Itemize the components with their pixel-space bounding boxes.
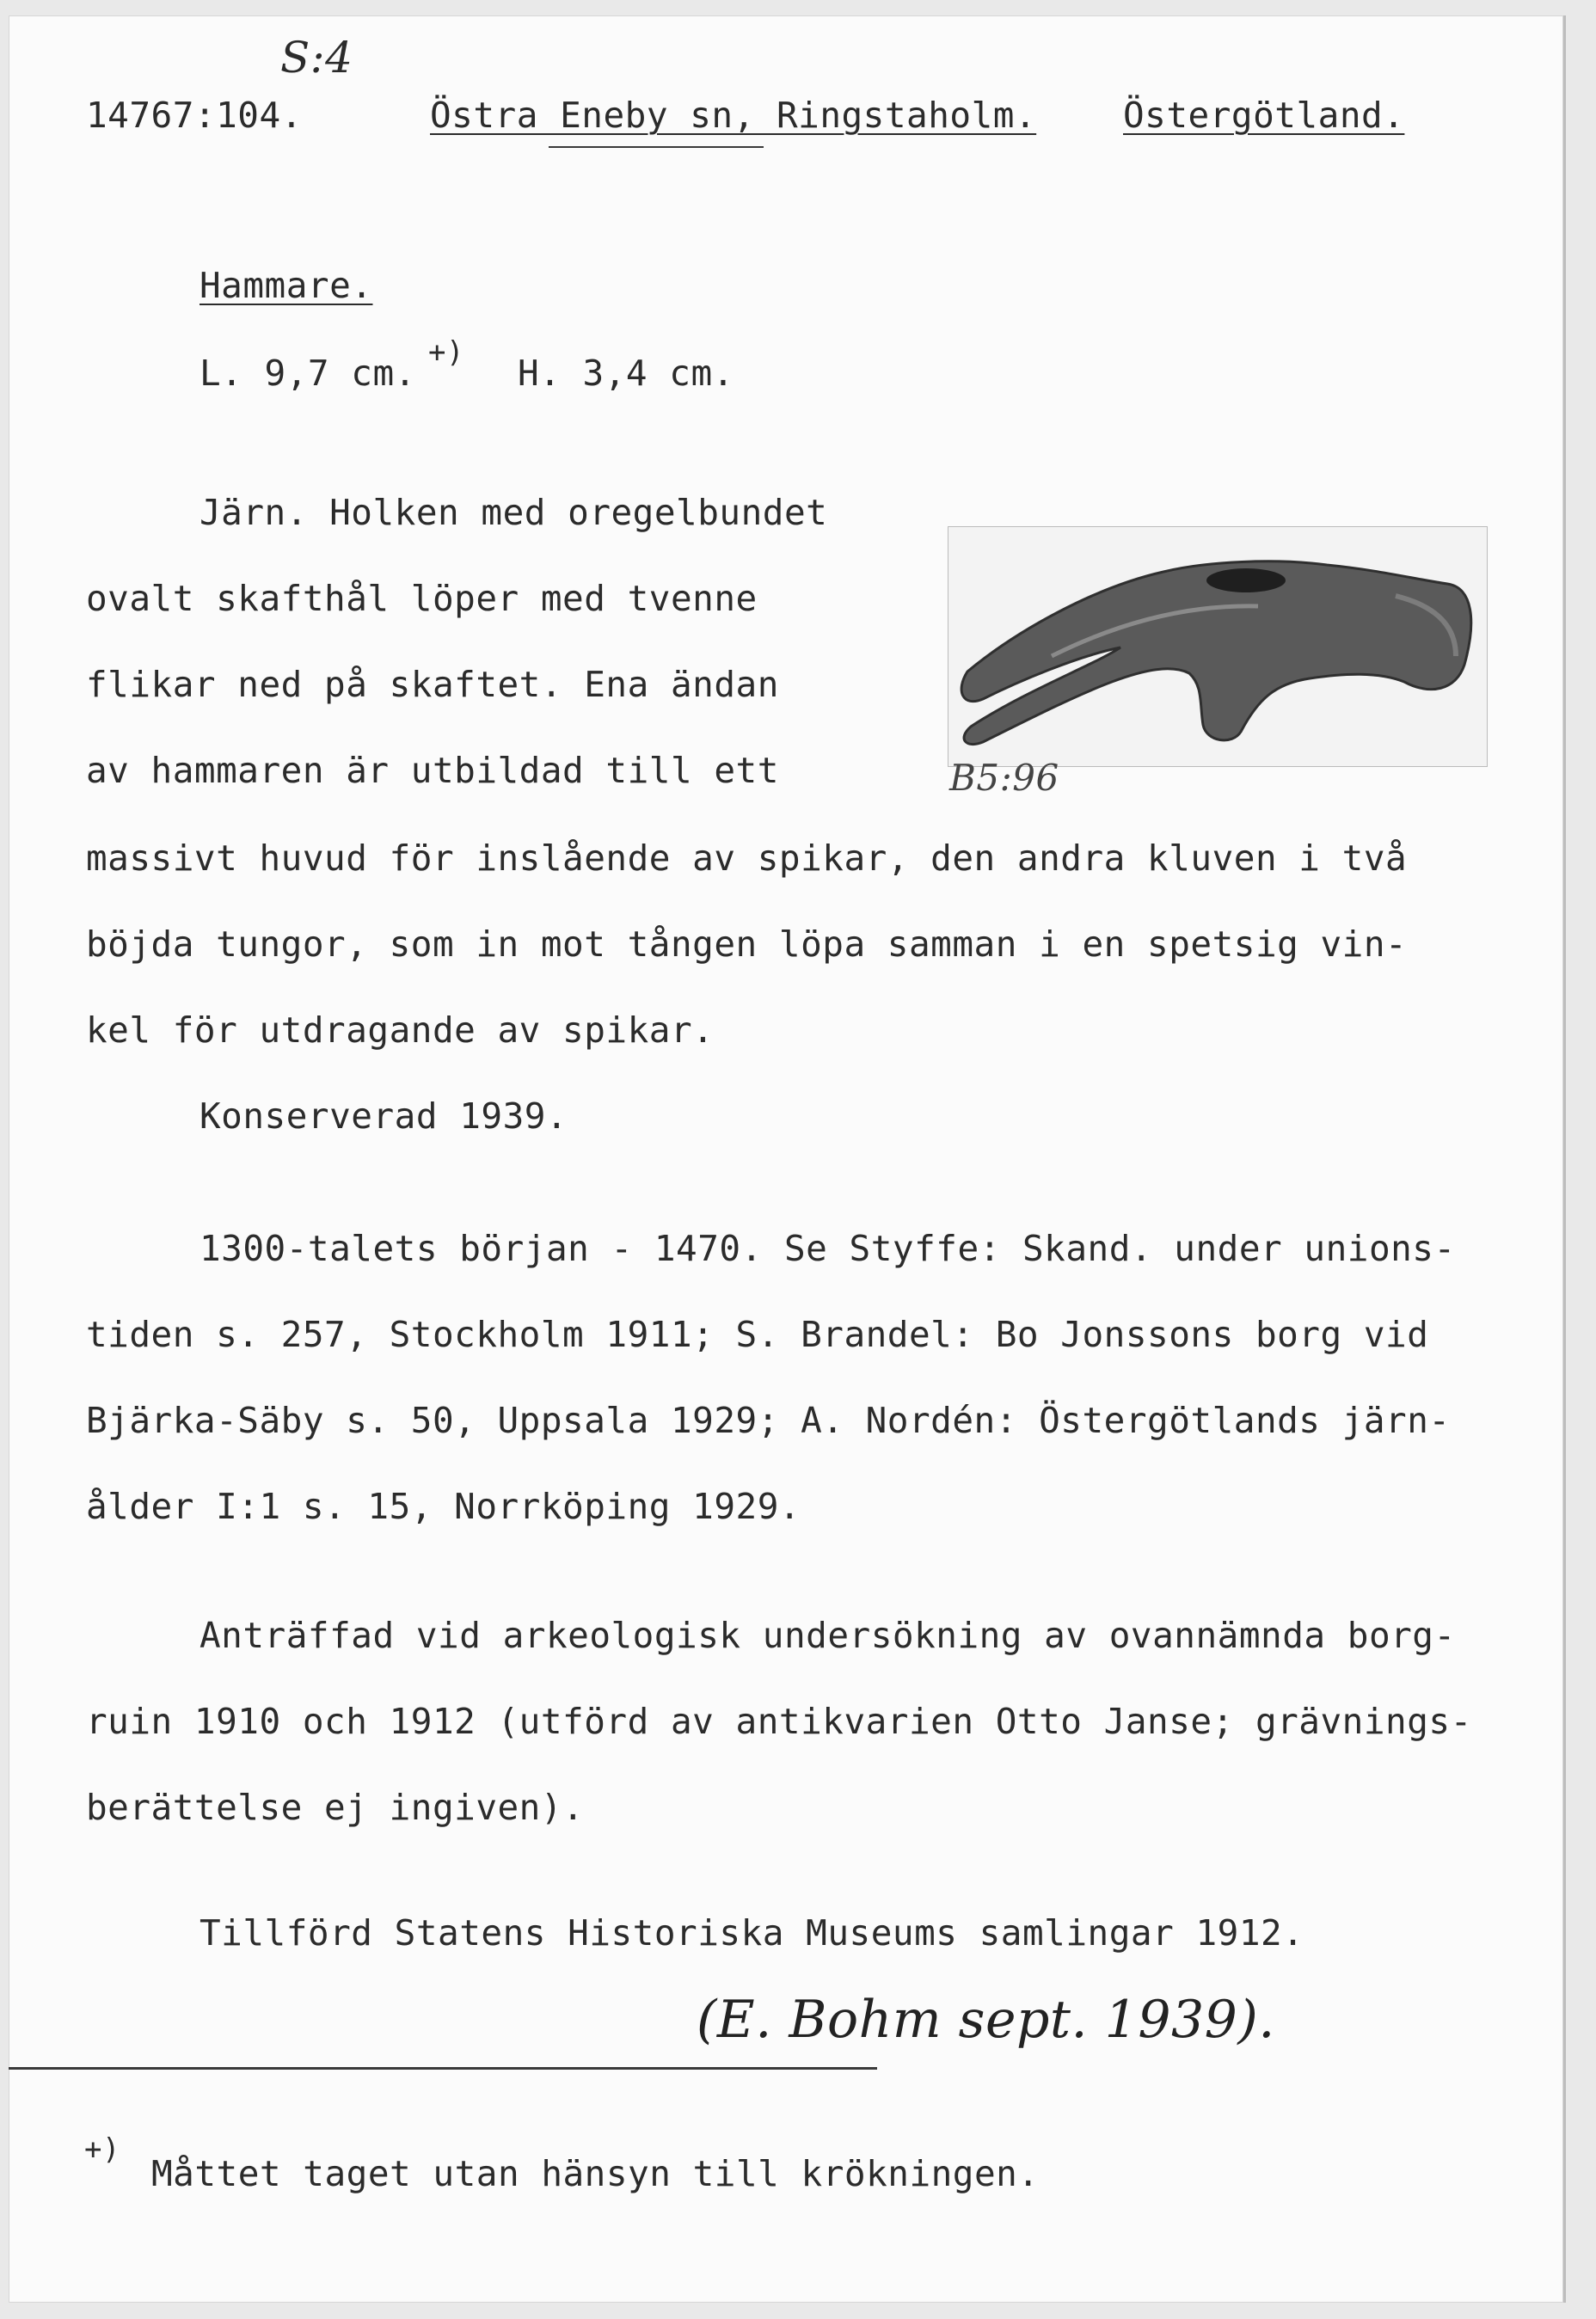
photo-label: B5:96 [949,757,1059,799]
find-line-3: berättelse ej ingiven). [86,1787,585,1828]
footnote-divider [9,2067,877,2070]
description-line-6: böjda tungor, som in mot tången löpa samman i en spetsig vin- [86,923,1408,965]
locality: Östra Eneby sn, Ringstaholm. [430,95,1037,136]
description-line-4: av hammaren är utbildad till ett [86,750,779,791]
footnote-text: Måttet taget utan hänsyn till krökningen. [151,2153,1040,2194]
dating-line-1: 1300-talets början - 1470. Se Styffe: Skand. under unions- [200,1228,1456,1269]
locality-underline [549,146,764,148]
dating-line-4: ålder I:1 s. 15, Norrköping 1929. [86,1486,801,1527]
hammer-image [948,527,1487,766]
length-footnote-mark: +) [428,335,464,370]
object-name: Hammare. [200,265,373,306]
catalogue-number: 14767:104. [86,95,303,136]
dating-line-2: tiden s. 257, Stockholm 1911; S. Brandel: Bo Jonssons borg vid [86,1314,1429,1355]
description-line-2: ovalt skafthål löper med tvenne [86,578,758,619]
height-measure: H. 3,4 cm. [518,353,734,394]
province: Östergötland. [1123,95,1405,136]
artifact-photo [948,526,1488,767]
handwritten-number: S:4 [280,33,353,83]
description-line-1: Järn. Holken med oregelbundet [200,492,828,533]
find-line-2: ruin 1910 och 1912 (utförd av antikvarien Otto Janse; grävnings- [86,1701,1472,1742]
description-line-5: massivt huvud för inslående av spikar, den andra kluven i två [86,837,1408,879]
description-line-7: kel för utdragande av spikar. [86,1009,715,1051]
acquisition-note: Tillförd Statens Historiska Museums samlingar 1912. [200,1912,1304,1954]
footnote-mark: +) [84,2132,120,2167]
description-line-3: flikar ned på skaftet. Ena ändan [86,664,779,705]
conservation-note: Konserverad 1939. [200,1095,568,1137]
length-measure: L. 9,7 cm. [200,353,416,394]
find-line-1: Anträffad vid arkeologisk undersökning av ovannämnda borg- [200,1615,1456,1656]
catalogue-card [9,15,1566,2303]
dating-line-3: Bjärka-Säby s. 50, Uppsala 1929; A. Nordén: Östergötlands järn- [86,1400,1451,1441]
signature: (E. Bohm sept. 1939). [697,1990,1275,2050]
